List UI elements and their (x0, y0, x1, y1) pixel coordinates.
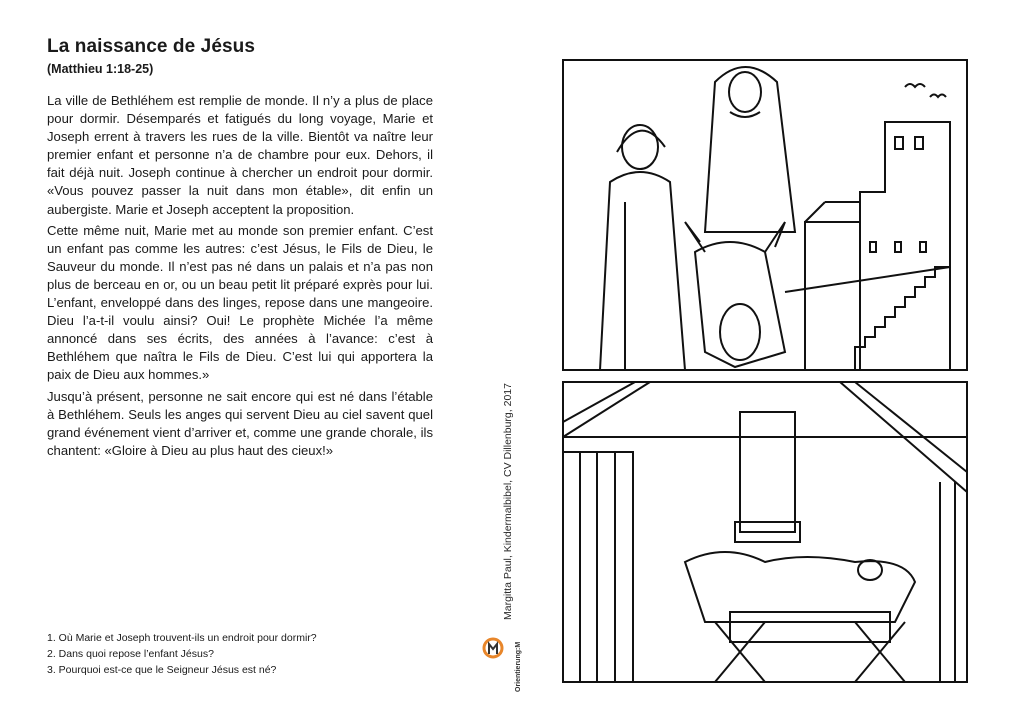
logo-text: Orientierung:M (515, 641, 522, 692)
question-item: 1. Où Marie et Joseph trouvent-ils un endroit pour dormir? (47, 632, 317, 644)
mary-on-donkey-with-joseph-drawing-icon (563, 60, 967, 370)
baby-jesus-in-manger-drawing-icon (563, 382, 967, 682)
story-paragraph: La ville de Bethléhem est remplie de monde. Il n’y a plus de place pour dormir. Désemparés et fatigués du long voyage, Marie et Joseph errent à travers les rues de la ville. Bientôt va naître leur premier enfant et personne n’a de chambre pour eux. Dehors, il fait déjà nuit. Joseph continue à chercher un endroit pour dormir. «Vous pouvez passer la nuit dans mon étable», dit enfin un aubergiste. Marie et Joseph acceptent la proposition. (47, 93, 433, 217)
bible-reference: (Matthieu 1:18-25) (47, 62, 154, 76)
story-text (47, 92, 433, 463)
orientierung-m-logo-icon (480, 630, 510, 690)
story-paragraph: Cette même nuit, Marie met au monde son premier enfant. C’est un enfant pas comme les autres: c’est Jésus, le Fils de Dieu, le Sauveur du monde. Il n’est pas né dans un palais et n’a pas non plus de berceau en or, ou un beau petit lit préparé exprès pour lui. L’enfant, enveloppé dans des linges, repose dans une mangeoire. Dieu l’a-t-il voulu ainsi? Oui! Le prophète Michée l’a même annoncé dans ses écrits, des années à l’avance: c’est à Bethléhem que naîtra le Fils de Dieu. C’est lui qui apportera la paix de Dieu aux hommes.» (47, 222, 433, 383)
question-list (47, 630, 317, 678)
story-paragraph: Jusqu’à présent, personne ne sait encore qui est né dans l’étable à Bethléhem. Seuls les anges qui servent Dieu au ciel savent quel grand événement vient d’arriver et, comme une grande chorale, ils chantent: «Gloire à Dieu au plus haut des cieux!» (47, 388, 433, 458)
illustration-panels (555, 52, 975, 692)
question-item: 2. Dans quoi repose l’enfant Jésus? (47, 648, 214, 660)
question-item: 3. Pourquoi est-ce que le Seigneur Jésus est né? (47, 664, 277, 676)
story-title: La naissance de Jésus (47, 36, 256, 57)
illustration-credit: Margitta Paul, Kindermalbibel, CV Dillenburg, 2017 (502, 383, 514, 620)
